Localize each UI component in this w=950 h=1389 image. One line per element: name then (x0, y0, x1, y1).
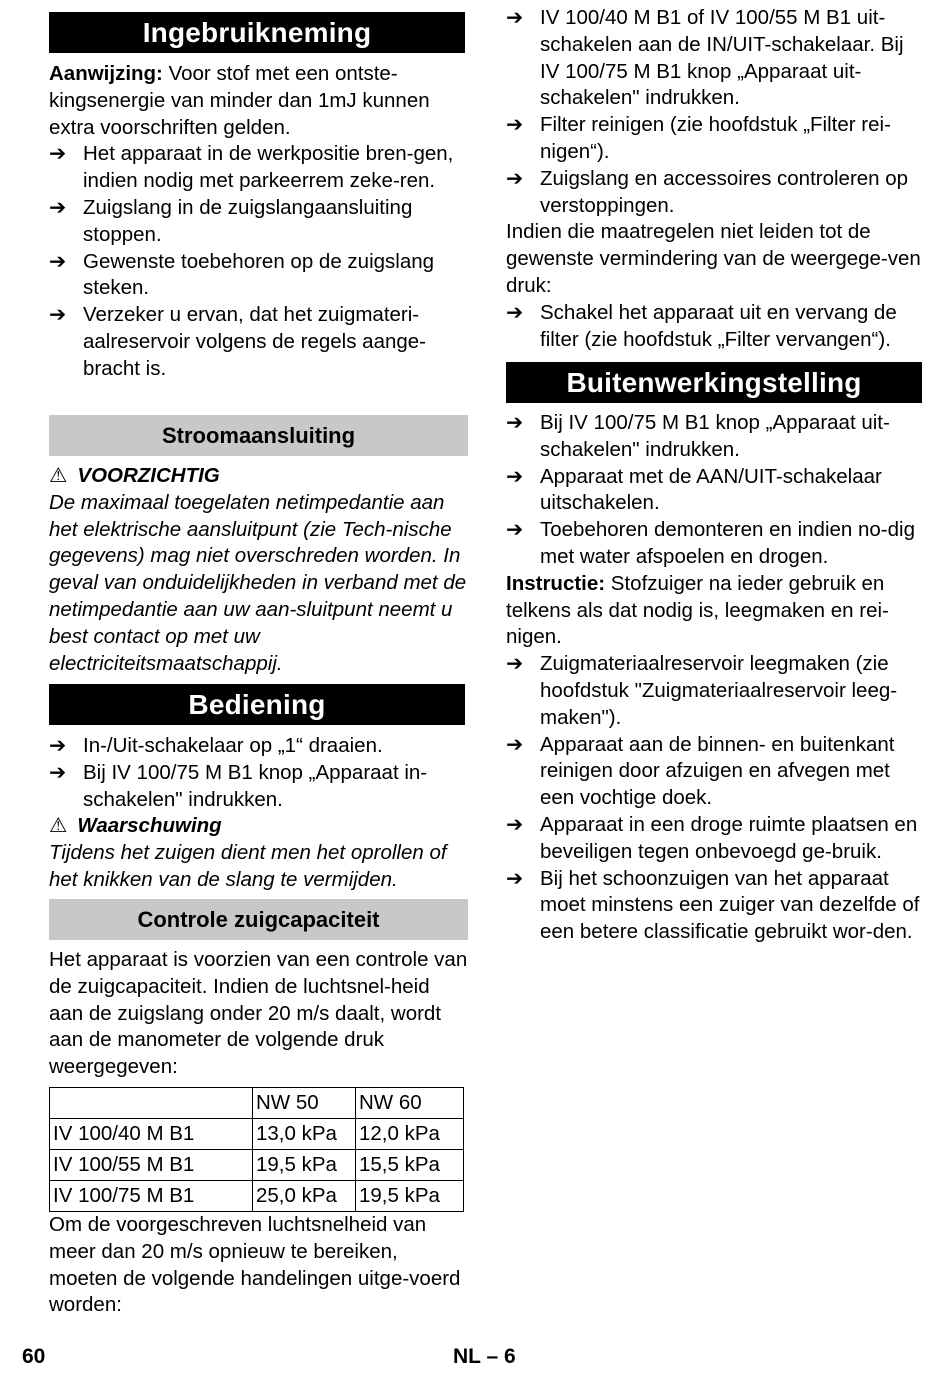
step-text: Schakel het apparaat uit en vervang de filter (zie hoofdstuk „Filter vervangen“). (540, 300, 897, 351)
step-text: IV 100/40 M B1 of IV 100/55 M B1 uit-schakelen aan de IN/UIT-schakelaar. Bij IV 100/75 M B1 knop „Apparaat uit-schakelen" indrukken. (540, 6, 904, 110)
arrow-right-icon: ➔ (506, 300, 524, 324)
arrow-right-icon: ➔ (49, 142, 67, 166)
step-text: Bij IV 100/75 M B1 knop „Apparaat in-schakelen" indrukken. (83, 760, 428, 811)
arrow-right-icon: ➔ (49, 760, 67, 784)
step-item (49, 249, 469, 303)
warning-text: Tijdens het zuigen dient men het oprollen of het knikken van de slang te vermijden. (49, 841, 447, 891)
note-label: Aanwijzing: (49, 62, 163, 85)
heading-stroomaansluiting: Stroomaansluiting (49, 415, 468, 456)
step-text: Zuigslang en accessoires controleren op verstoppingen. (540, 166, 909, 217)
step-text: Het apparaat in de werkpositie bren-gen, indien nodig met parkeerrem zeke-ren. (83, 142, 454, 193)
heading-bediening: Bediening (49, 684, 465, 725)
table-row (50, 1149, 464, 1180)
step-item (506, 812, 922, 866)
warning-title (49, 813, 469, 840)
buitenwerking-body (506, 410, 922, 946)
heading-ingebruikneming: Ingebruikneming (49, 12, 465, 53)
table-header-cell: NW 50 (253, 1087, 356, 1118)
mid-paragraph: Indien die maatregelen niet leiden tot de gewenste vermindering van de weergege-ven druk: (506, 220, 921, 297)
arrow-right-icon: ➔ (506, 113, 524, 137)
step-item (49, 141, 469, 195)
table-header-cell: NW 60 (356, 1087, 464, 1118)
section-page-label: NL – 6 (453, 1345, 516, 1368)
arrow-right-icon: ➔ (506, 518, 524, 542)
table-header-row (50, 1087, 464, 1118)
table-cell: IV 100/40 M B1 (50, 1118, 253, 1149)
arrow-right-icon: ➔ (49, 303, 67, 327)
step-item (49, 733, 469, 760)
arrow-right-icon: ➔ (49, 734, 67, 757)
instruction-label: Instructie: (506, 571, 606, 595)
heading-buitenwerkingstelling: Buitenwerkingstelling (506, 362, 922, 403)
arrow-right-icon: ➔ (506, 866, 524, 890)
arrow-right-icon: ➔ (49, 195, 67, 219)
controle-body (49, 947, 469, 1319)
caution-title-text: VOORZICHTIG (77, 464, 220, 487)
table-cell: IV 100/75 M B1 (50, 1180, 253, 1211)
controle-intro: Het apparaat is voorzien van een controle van de zuigcapaciteit. Indien de luchtsnel-heid aan de zuigslang onder 20 m/s daalt, wordt aan de manometer de volgende druk weergegeven: (49, 948, 468, 1079)
stroomaansluiting-body (49, 463, 469, 677)
arrow-right-icon: ➔ (506, 6, 524, 29)
page-number: 60 (22, 1345, 46, 1368)
instruction-text: Stofzuiger na ieder gebruik en telkens als dat nodig is, leegmaken en rei-nigen. (506, 571, 889, 649)
table-header-cell (50, 1087, 253, 1118)
step-text: Zuigmateriaalreservoir leegmaken (zie hoofdstuk "Zuigmateriaalreservoir leeg-maken"). (540, 652, 898, 729)
step-item (506, 410, 922, 464)
step-text: Bij het schoonzuigen van het apparaat moet minstens een zuiger van dezelfde of een betere classificatie gebruikt wor-den. (540, 866, 920, 944)
step-item (506, 166, 922, 220)
step-item (506, 866, 922, 946)
step-text: Apparaat in een droge ruimte plaatsen en beveiligen tegen onbevoegd ge-bruik. (540, 812, 918, 863)
table-cell: 19,5 kPa (253, 1149, 356, 1180)
step-text: Zuigslang in de zuigslangaansluiting stoppen. (83, 195, 413, 246)
step-item (506, 112, 922, 166)
controle-outro: Om de voorgeschreven luchtsnelheid van meer dan 20 m/s opnieuw te bereiken, moeten de volgende handelingen uitge-voerd worden: (49, 1212, 461, 1317)
table-row (50, 1118, 464, 1149)
table-cell: 25,0 kPa (253, 1180, 356, 1211)
step-item (506, 5, 922, 112)
arrow-right-icon: ➔ (506, 411, 524, 434)
step-item (506, 517, 922, 571)
table-cell: 19,5 kPa (356, 1180, 464, 1211)
arrow-right-icon: ➔ (506, 166, 524, 190)
pressure-table (49, 1087, 464, 1212)
step-text: Verzeker u ervan, dat het zuigmateri-aalreservoir volgens de regels aange-bracht is. (83, 303, 427, 380)
table-cell: 12,0 kPa (356, 1118, 464, 1149)
note-text: Voor stof met een ontste-kingsenergie van minder dan 1mJ kunnen extra voorschriften gelden. (49, 62, 430, 139)
step-item (49, 195, 469, 249)
caution-title (49, 463, 469, 490)
instruction-paragraph (506, 571, 922, 651)
right-top-body (506, 5, 922, 353)
heading-controle-zuigcapaciteit: Controle zuigcapaciteit (49, 899, 468, 940)
note-paragraph (49, 61, 469, 141)
arrow-right-icon: ➔ (506, 812, 524, 836)
table-cell: 13,0 kPa (253, 1118, 356, 1149)
ingebruikneming-body (49, 61, 469, 383)
warning-triangle-icon: ⚠ (49, 814, 68, 838)
table-row (50, 1180, 464, 1211)
step-text: Apparaat met de AAN/UIT-schakelaar uitschakelen. (540, 464, 882, 515)
bediening-body (49, 733, 469, 894)
step-item (506, 732, 922, 812)
step-text: Filter reinigen (zie hoofdstuk „Filter rei-nigen“). (540, 113, 891, 163)
arrow-right-icon: ➔ (506, 652, 524, 676)
step-text: Toebehoren demonteren en indien no-dig met water afspoelen en drogen. (540, 518, 915, 568)
arrow-right-icon: ➔ (506, 464, 524, 488)
step-item (506, 651, 922, 731)
table-cell: IV 100/55 M B1 (50, 1149, 253, 1180)
arrow-right-icon: ➔ (49, 249, 67, 273)
step-item (506, 300, 922, 354)
step-text: Gewenste toebehoren op de zuigslang steken. (83, 249, 435, 300)
step-text: In-/Uit-schakelaar op „1“ draaien. (83, 734, 383, 757)
warning-triangle-icon: ⚠ (49, 464, 68, 487)
step-text: Bij IV 100/75 M B1 knop „Apparaat uit-schakelen" indrukken. (540, 411, 890, 461)
table-cell: 15,5 kPa (356, 1149, 464, 1180)
caution-text: De maximaal toegelaten netimpedantie aan het elektrische aansluitpunt (zie Tech-nische gegevens) mag niet overschreden worden. In geval van onduidelijkheden in verband met de netimpedantie aan uw aan-sluitpunt neemt u best contact op met uw electriciteitsmaatschappij. (49, 490, 467, 675)
step-item (49, 302, 469, 382)
warning-title-text: Waarschuwing (77, 814, 222, 838)
arrow-right-icon: ➔ (506, 732, 524, 756)
step-text: Apparaat aan de binnen- en buitenkant reinigen door afzuigen en afvegen met een vochtige doek. (540, 732, 895, 810)
step-item (49, 760, 469, 814)
step-item (506, 464, 922, 518)
